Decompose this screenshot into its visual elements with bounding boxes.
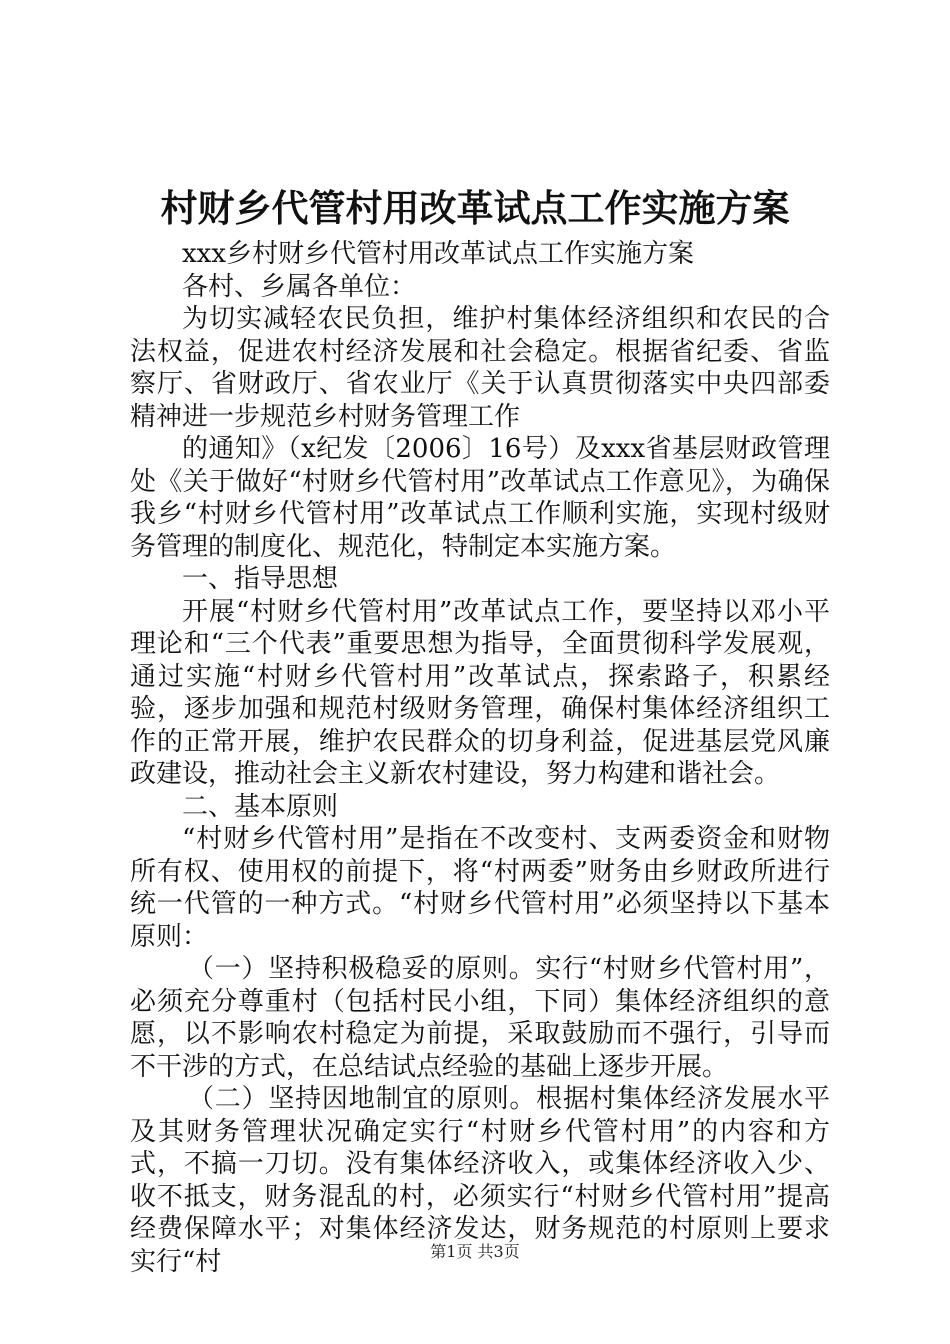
body-paragraph: 为切实减轻农民负担，维护村集体经济组织和农民的合法权益，促进农村经济发展和社会稳定。根据省纪委、省监察厅、省财政厅、省农业厅《关于认真贯彻落实中央四部委精神进一步规范乡村财务管理工作 <box>130 304 830 432</box>
document-title: 村财乡代管村用改革试点工作实施方案 <box>160 186 790 230</box>
body-paragraph: “村财乡代管村用”是指在不改变村、支两委资金和财物所有权、使用权的前提下，将“村两委”财务由乡财政所进行统一代管的一种方式。“村财乡代管村用”必须坚持以下基本原则： <box>130 824 830 952</box>
body-paragraph: 开展“村财乡代管村用”改革试点工作，要坚持以邓小平理论和“三个代表”重要思想为指导，全面贯彻科学发展观，通过实施“村财乡代管村用”改革试点，探索路子，积累经验，逐步加强和规范村级财务管理，确保村集体经济组织工作的正常开展，维护农民群众的切身利益，促进基层党风廉政建设，推动社会主义新农村建设，努力构建和谐社会。 <box>130 596 830 789</box>
body-paragraph: （二）坚持因地制宜的原则。根据村集体经济发展水平及其财务管理状况确定实行“村财乡代管村用”的内容和方式，不搞一刀切。没有集体经济收入，或集体经济收入少、收不抵支，财务混乱的村，必须实行“村财乡代管村用”提高经费保障水平；对集体经济发达，财务规范的村原则上要求实行“村 <box>130 1084 830 1277</box>
page-footer: 第1页 共3页 <box>430 1242 520 1261</box>
section-heading: 二、基本原则 <box>182 791 339 822</box>
subtitle-line: xxx乡村财乡代管村用改革试点工作实施方案 <box>182 239 694 269</box>
body-paragraph: 的通知》（x纪发〔2006〕16号）及xxx省基层财政管理处《关于做好“村财乡代管村用”改革试点工作意见》，为确保我乡“村财乡代管村用”改革试点工作顺利实施，实现村级财务管理的制度化、规范化，特制定本实施方案。 <box>130 434 830 562</box>
section-heading: 一、指导思想 <box>182 564 339 594</box>
body-paragraph: （一）坚持积极稳妥的原则。实行“村财乡代管村用”，必须充分尊重村（包括村民小组，下同）集体经济组织的意愿，以不影响农村稳定为前提，采取鼓励而不强行，引导而不干涉的方式，在总结试点经验的基础上逐步开展。 <box>130 954 830 1082</box>
salutation: 各村、乡属各单位： <box>182 271 417 302</box>
document-body <box>130 238 830 1278</box>
